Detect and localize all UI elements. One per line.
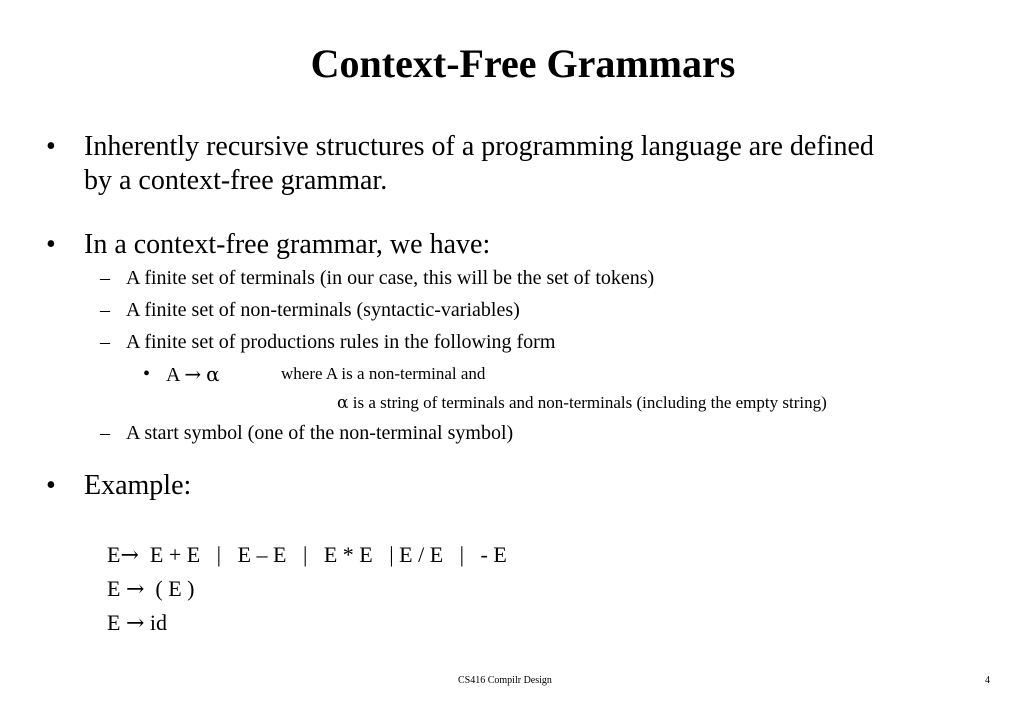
rule-lhs: E <box>107 576 121 601</box>
rule-rhs: id <box>149 610 168 635</box>
sub-bullet-non-terminals: A finite set of non-terminals (syntactic-variables) <box>126 299 520 321</box>
arrow-icon: → <box>120 543 139 568</box>
alpha-symbol: α <box>206 362 220 386</box>
sub-bullet-start-symbol: A start symbol (one of the non-terminal symbol) <box>126 422 514 444</box>
production-form <box>166 361 220 388</box>
bullet-marker: • <box>46 229 56 260</box>
bullet-3-text: Example: <box>84 470 192 501</box>
arrow-icon: → <box>125 577 145 602</box>
alpha-description: is a string of terminals and non-terminals (including the empty string) <box>352 393 827 412</box>
rule-lhs: E <box>107 542 121 567</box>
sub-bullet-dash: – <box>100 299 110 321</box>
arrow-icon: → <box>184 362 202 386</box>
production-lhs: A <box>166 364 180 386</box>
bullet-marker: • <box>46 470 56 501</box>
rule-lhs: E <box>107 610 121 635</box>
footer-page-number: 4 <box>985 675 990 686</box>
sub-sub-bullet-marker: • <box>143 363 151 385</box>
bullet-marker: • <box>46 131 56 162</box>
example-rule-3 <box>96 578 167 639</box>
rule-rhs: E + E | E – E | E * E | E / E | - E <box>149 542 507 567</box>
production-where-line-2 <box>337 391 827 415</box>
production-where-line-1: where A is a non-terminal and <box>281 364 486 383</box>
footer-course: CS416 Compilr Design <box>458 675 552 686</box>
sub-bullet-dash: – <box>100 267 110 289</box>
rule-rhs: ( E ) <box>155 576 195 601</box>
bullet-2-text: In a context-free grammar, we have: <box>84 229 491 260</box>
sub-bullet-terminals: A finite set of terminals (in our case, this will be the set of tokens) <box>126 267 655 289</box>
bullet-1-line-2: by a context-free grammar. <box>84 165 388 196</box>
arrow-icon: → <box>125 611 145 636</box>
slide-title: Context-Free Grammars <box>310 41 736 86</box>
sub-bullet-dash: – <box>100 422 110 444</box>
bullet-1-line-1: Inherently recursive structures of a programming language are defined <box>84 131 874 162</box>
sub-bullet-dash: – <box>100 331 110 353</box>
alpha-symbol: α <box>337 393 349 413</box>
sub-bullet-productions: A finite set of productions rules in the following form <box>126 331 556 353</box>
